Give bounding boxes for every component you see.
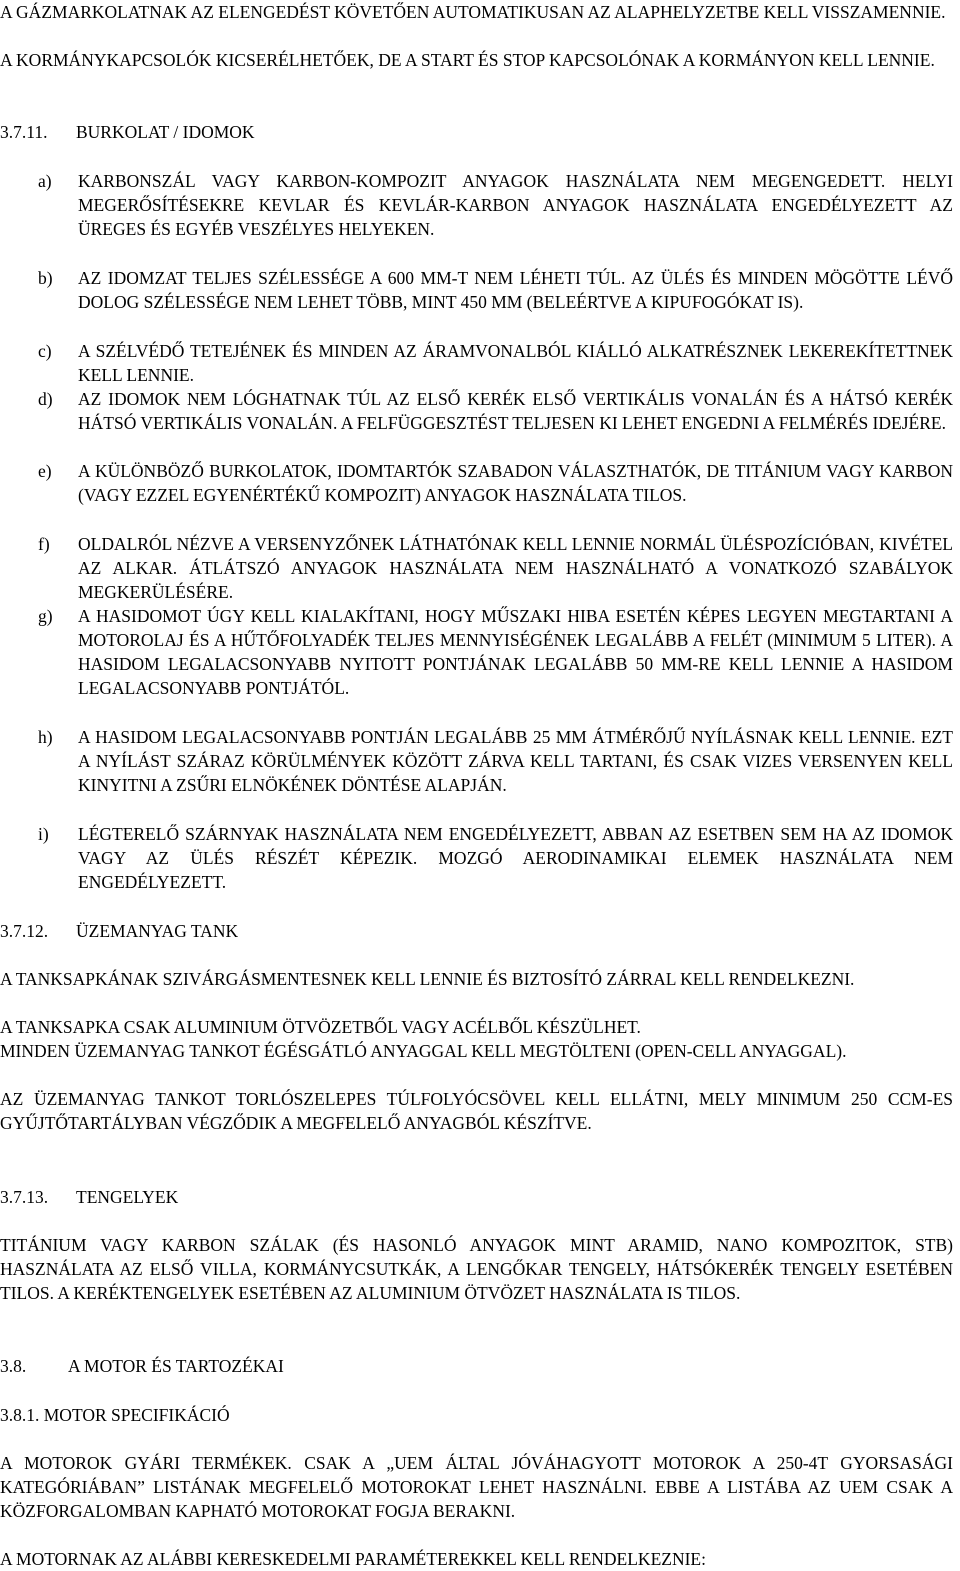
section-title: TENGELYEK xyxy=(76,1187,179,1207)
list-item-a xyxy=(0,169,953,241)
list-item-b xyxy=(0,266,953,314)
section-number: 3.7.13. xyxy=(0,1187,49,1207)
section-title: A MOTOR ÉS TARTOZÉKAI xyxy=(68,1356,284,1376)
list-item-h xyxy=(0,725,953,797)
list-letter: d) xyxy=(38,389,53,409)
paragraph-tank-filling: MINDEN ÜZEMANYAG TANKOT ÉGÉSGÁTLÓ ANYAGGAL KELL MEGTÖLTENI (OPEN-CELL ANYAGGAL). xyxy=(0,1041,847,1061)
list-item-text: KARBONSZÁL VAGY KARBON-KOMPOZIT ANYAGOK HASZNÁLATA NEM MEGENGEDETT. HELYI MEGERŐSÍTÉSEKRE KEVLAR ÉS KEVLÁR-KARBON ANYAGOK HASZNÁLATA ENGEDÉLYEZETT AZ ÜREGES ÉS EGYÉB VESZÉLYES HELYEKEN. xyxy=(78,171,953,240)
section-heading-3-7-12 xyxy=(0,919,953,943)
list-item-g xyxy=(0,604,953,700)
paragraph-axles: TITÁNIUM VAGY KARBON SZÁLAK (ÉS HASONLÓ ANYAGOK MINT ARAMID, NANO KOMPOZITOK, STB) HASZNÁLATA AZ ELSŐ VILLA, KORMÁNYCSUTKÁK, A LENGŐKAR TENGELY, HÁTSÓKERÉK TENGELY ESETÉBEN TILOS. A KERÉKTENGELYEK ESETÉBEN AZ ALUMINIUM ÖTVÖZET HASZNÁLATA IS TILOS. xyxy=(0,1235,953,1304)
list-item-text: AZ IDOMZAT TELJES SZÉLESSÉGE A 600 MM-T NEM LÉHETI TÚL. AZ ÜLÉS ÉS MINDEN MÖGÖTTE LÉVŐ DOLOG SZÉLESSÉGE NEM LEHET TÖBB, MINT 450 MM (BELEÉRTVE A KIPUFOGÓKAT IS). xyxy=(78,268,953,313)
paragraph-switches: A KORMÁNYKAPCSOLÓK KICSERÉLHETŐEK, DE A START ÉS STOP KAPCSOLÓNAK A KORMÁNYON KELL LENNIE. xyxy=(0,50,935,70)
section-number: 3.7.12. xyxy=(0,921,49,941)
list-item-text: AZ IDOMOK NEM LÓGHATNAK TÚL AZ ELSŐ KERÉK ELSŐ VERTIKÁLIS VONALÁN ÉS A HÁTSÓ KERÉK HÁTSÓ VERTIKÁLIS VONALÁN. A FELFÜGGESZTÉST TELJESEN KI LEHET ENGEDNI A FELMÉRÉS IDEJÉRE. xyxy=(78,389,953,434)
section-heading-3-7-13 xyxy=(0,1185,953,1209)
list-letter: b) xyxy=(38,268,53,288)
list-item-text: A HASIDOM LEGALACSONYABB PONTJÁN LEGALÁBB 25 MM ÁTMÉRŐJŰ NYÍLÁSNAK KELL LENNIE. EZT A NYÍLÁST SZÁRAZ KÖRÜLMÉNYEK KÖZÖTT ZÁRVA KELL TARTANI, ÉS CSAK VIZES VERSENYEN KELL KINYITNI A ZSŰRI ELNÖKÉNEK DÖNTÉSE ALAPJÁN. xyxy=(78,727,953,796)
list-item-d xyxy=(0,387,953,435)
paragraph-tank-cap-material: A TANKSAPKA CSAK ALUMINIUM ÖTVÖZETBŐL VAGY ACÉLBŐL KÉSZÜLHET. xyxy=(0,1017,641,1037)
list-item-text: A HASIDOMOT ÚGY KELL KIALAKÍTANI, HOGY MŰSZAKI HIBA ESETÉN KÉPES LEGYEN MEGTARTANI A MOTOROLAJ ÉS A HŰTŐFOLYADÉK TELJES MENNYISÉGÉNEK LEGALÁBB A FELÉT (MINIMUM 5 LITER). A HASIDOM LEGALACSONYABB NYITOTT PONTJÁNAK LEGALÁBB 50 MM-RE KELL LENNIE A HASIDOM LEGALACSONYABB PONTJÁTÓL. xyxy=(78,606,953,699)
paragraph-throttle: A GÁZMARKOLATNAK AZ ELENGEDÉST KÖVETŐEN AUTOMATIKUSAN AZ ALAPHELYZETBE KELL VISSZAMENNIE. xyxy=(0,2,946,22)
list-letter: f) xyxy=(38,534,50,554)
list-item-c xyxy=(0,339,953,387)
section-number: 3.8.1. xyxy=(0,1405,40,1425)
paragraph-tank-overflow: AZ ÜZEMANYAG TANKOT TORLÓSZELEPES TÚLFOLYÓCSÖVEL KELL ELLÁTNI, MELY MINIMUM 250 CCM-ES GYŰJTŐTARTÁLYBAN VÉGZŐDIK A MEGFELELŐ ANYAGBÓL KÉSZÍTVE. xyxy=(0,1089,953,1134)
list-item-text: LÉGTERELŐ SZÁRNYAK HASZNÁLATA NEM ENGEDÉLYEZETT, ABBAN AZ ESETBEN SEM HA AZ IDOMOK VAGY AZ ÜLÉS RÉSZÉT KÉPEZIK. MOZGÓ AERODINAMIKAI ELEMEK HASZNÁLATA NEM ENGEDÉLYEZETT. xyxy=(78,824,953,893)
section-title: BURKOLAT / IDOMOK xyxy=(76,122,255,142)
list-item-text: A SZÉLVÉDŐ TETEJÉNEK ÉS MINDEN AZ ÁRAMVONALBÓL KIÁLLÓ ALKATRÉSZNEK LEKEREKÍTETTNEK KELL LENNIE. xyxy=(78,341,953,386)
list-letter: h) xyxy=(38,727,53,747)
list-letter: g) xyxy=(38,606,53,626)
section-title: MOTOR SPECIFIKÁCIÓ xyxy=(43,1405,230,1425)
list-letter: i) xyxy=(38,824,49,844)
list-letter: e) xyxy=(38,461,52,481)
paragraph-engine-params: A MOTORNAK AZ ALÁBBI KERESKEDELMI PARAMÉTEREKKEL KELL RENDELKEZNIE: xyxy=(0,1549,706,1569)
list-item-text: OLDALRÓL NÉZVE A VERSENYZŐNEK LÁTHATÓNAK KELL LENNIE NORMÁL ÜLÉSPOZÍCIÓBAN, KIVÉTEL AZ ALKAR. ÁTLÁTSZÓ ANYAGOK HASZNÁLATA NEM HASZNÁLHATÓ A VONATKOZÓ SZABÁLYOK MEGKERÜLÉSÉRE. xyxy=(78,534,953,603)
list-letter: a) xyxy=(38,171,52,191)
section-heading-3-7-11 xyxy=(0,120,953,144)
section-heading-3-8 xyxy=(0,1354,953,1378)
list-item-i xyxy=(0,822,953,894)
paragraph-engine-spec: A MOTOROK GYÁRI TERMÉKEK. CSAK A „UEM ÁLTAL JÓVÁHAGYOTT MOTOROK A 250-4T GYORSASÁGI KATEGÓRIÁBAN” LISTÁNAK MEGFELELŐ MOTOROKAT LEHET HASZNÁLNI. EBBE A LISTÁBA AZ UEM CSAK A KÖZFORGALOMBAN KAPHATÓ MOTOROKAT FOGJA BERAKNI. xyxy=(0,1453,953,1522)
section-title: ÜZEMANYAG TANK xyxy=(76,921,239,941)
list-item-e xyxy=(0,459,953,507)
list-item-f xyxy=(0,532,953,604)
section-heading-3-8-1 xyxy=(0,1403,953,1427)
list-letter: c) xyxy=(38,341,52,361)
list-item-text: A KÜLÖNBÖZŐ BURKOLATOK, IDOMTARTÓK SZABADON VÁLASZTHATÓK, DE TITÁNIUM VAGY KARBON (VAGY EZZEL EGYENÉRTÉKŰ KOMPOZIT) ANYAGOK HASZNÁLATA TILOS. xyxy=(78,461,953,506)
section-number: 3.8. xyxy=(0,1356,27,1376)
paragraph-tank-cap: A TANKSAPKÁNAK SZIVÁRGÁSMENTESNEK KELL LENNIE ÉS BIZTOSÍTÓ ZÁRRAL KELL RENDELKEZNI. xyxy=(0,969,855,989)
section-number: 3.7.11. xyxy=(0,122,48,142)
